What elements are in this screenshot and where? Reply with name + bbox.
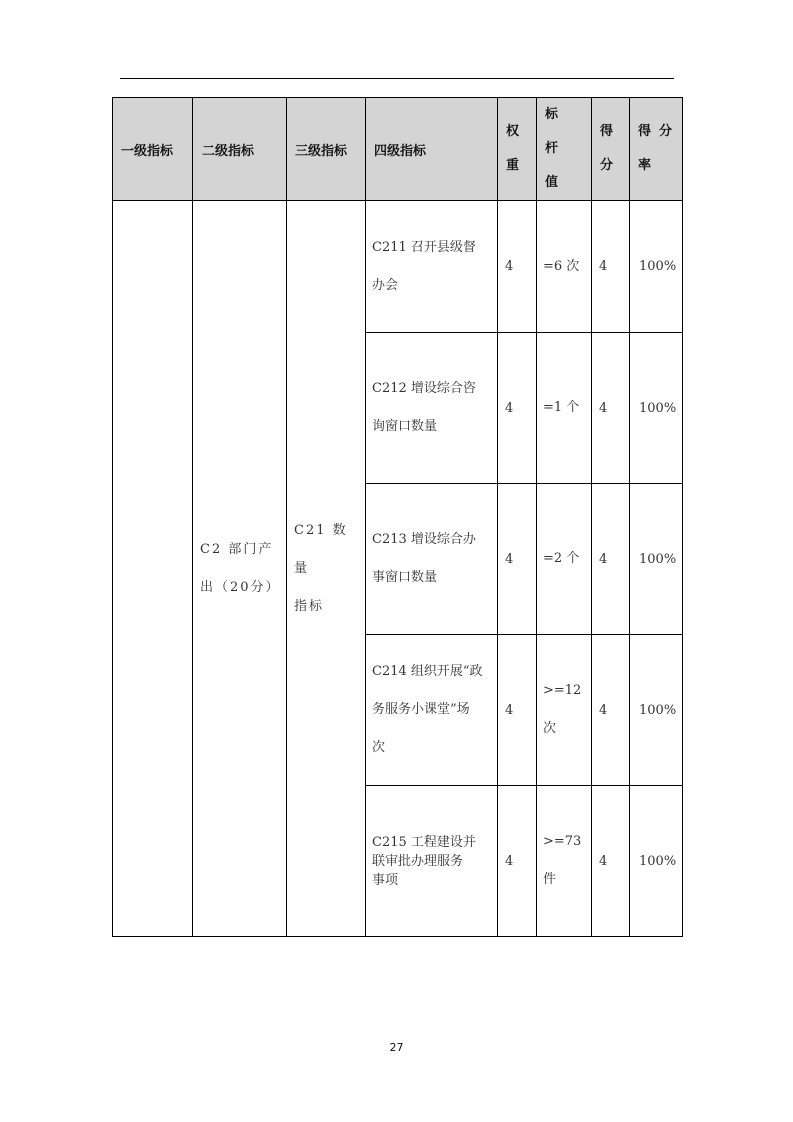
- table-row: [113, 201, 683, 333]
- header-weight: [498, 98, 537, 201]
- rate-cell: 100%: [630, 484, 683, 635]
- target-line1: >=73: [543, 834, 582, 849]
- header-weight-line2: 重: [506, 158, 520, 173]
- indicator-cell: [366, 201, 498, 333]
- target-line1: =1 个: [543, 400, 580, 415]
- indicator-line2: 办会: [372, 277, 399, 293]
- level3-cell: [287, 201, 366, 937]
- rate-cell: 100%: [630, 786, 683, 937]
- score-cell: 4: [592, 201, 630, 333]
- header-rate-line1: 得分: [638, 124, 681, 139]
- header-level1: 一级指标: [113, 98, 193, 201]
- indicator-line1: C211 召开县级督: [372, 239, 476, 255]
- page-number: 27: [389, 1041, 404, 1054]
- target-line1: =6 次: [543, 258, 580, 274]
- header-target-line2: 值: [545, 175, 559, 190]
- indicator-line2: 联审批办理服务: [372, 853, 464, 869]
- indicator-cell: [366, 333, 498, 484]
- indicator-cell: [366, 484, 498, 635]
- score-cell: 4: [592, 786, 630, 937]
- indicator-line2: 询窗口数量: [372, 419, 438, 434]
- header-score-line2: 分: [600, 158, 614, 173]
- header-target-line1: 标 杆: [545, 107, 567, 156]
- header-rate: [630, 98, 683, 201]
- header-rate-line2: 率: [638, 158, 652, 173]
- weight-cell: 4: [498, 201, 537, 333]
- weight-cell: 4: [498, 786, 537, 937]
- target-line2: 次: [543, 721, 557, 736]
- level2-line2: 出（20分）: [200, 579, 281, 595]
- score-cell: 4: [592, 333, 630, 484]
- header-rule: [120, 78, 674, 79]
- indicator-line2: 务服务小课堂”场: [372, 702, 470, 717]
- score-cell: 4: [592, 635, 630, 786]
- target-cell: [537, 635, 592, 786]
- indicator-line3: 次: [372, 740, 386, 755]
- level2-cell: [193, 201, 287, 937]
- indicator-line1: C213 增设综合办: [372, 532, 476, 547]
- header-weight-line1: 权: [506, 124, 520, 139]
- header-level4: 四级指标: [366, 98, 498, 201]
- level3-line2: 指标: [294, 598, 325, 614]
- header-score: [592, 98, 630, 201]
- header-score-line1: 得: [600, 124, 614, 139]
- header-target: [537, 98, 592, 201]
- rate-cell: 100%: [630, 333, 683, 484]
- target-line1: =2 个: [543, 551, 580, 566]
- indicator-cell: [366, 635, 498, 786]
- indicator-line1: C214 组织开展“政: [372, 664, 483, 679]
- header-level2: 二级指标: [193, 98, 287, 201]
- header-row: [113, 98, 683, 201]
- target-cell: [537, 786, 592, 937]
- score-cell: 4: [592, 484, 630, 635]
- target-line2: 件: [543, 872, 557, 887]
- indicator-table: [112, 97, 683, 937]
- target-line1: >=12: [543, 683, 582, 698]
- rate-cell: 100%: [630, 201, 683, 333]
- weight-cell: 4: [498, 484, 537, 635]
- target-cell: [537, 484, 592, 635]
- rate-cell: 100%: [630, 635, 683, 786]
- weight-cell: 4: [498, 333, 537, 484]
- indicator-line1: C212 增设综合咨: [372, 381, 476, 396]
- weight-cell: 4: [498, 635, 537, 786]
- level2-line1: C2 部门产: [200, 541, 274, 557]
- level1-cell: [113, 201, 193, 937]
- indicator-line3: 事项: [372, 872, 399, 888]
- target-cell: [537, 201, 592, 333]
- target-cell: [537, 333, 592, 484]
- level3-line1: C21 数 量: [294, 522, 348, 576]
- header-level3: 三级指标: [287, 98, 366, 201]
- indicator-cell: [366, 786, 498, 937]
- indicator-line1: C215 工程建设并: [372, 834, 476, 850]
- indicator-line2: 事窗口数量: [372, 570, 438, 585]
